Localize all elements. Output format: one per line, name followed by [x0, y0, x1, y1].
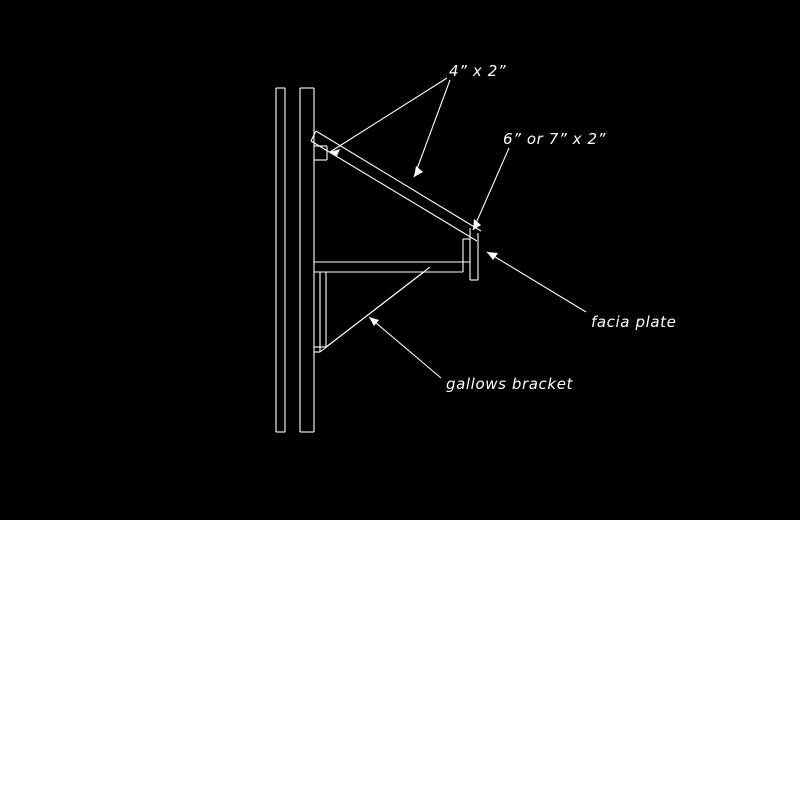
label-beam-size: 6” or 7” x 2” [503, 130, 607, 148]
page-margin-area [0, 520, 800, 794]
label-facia-plate: facia plate [591, 313, 677, 331]
facia-plate [463, 228, 478, 280]
gallows-bracket [314, 267, 430, 352]
joist-member [314, 262, 470, 272]
wall-plate-block [314, 146, 327, 160]
leader-lines [330, 78, 586, 378]
label-rafter-size: 4” x 2” [449, 62, 507, 80]
wall-section [276, 88, 314, 432]
label-gallows-bracket: gallows bracket [446, 375, 574, 393]
